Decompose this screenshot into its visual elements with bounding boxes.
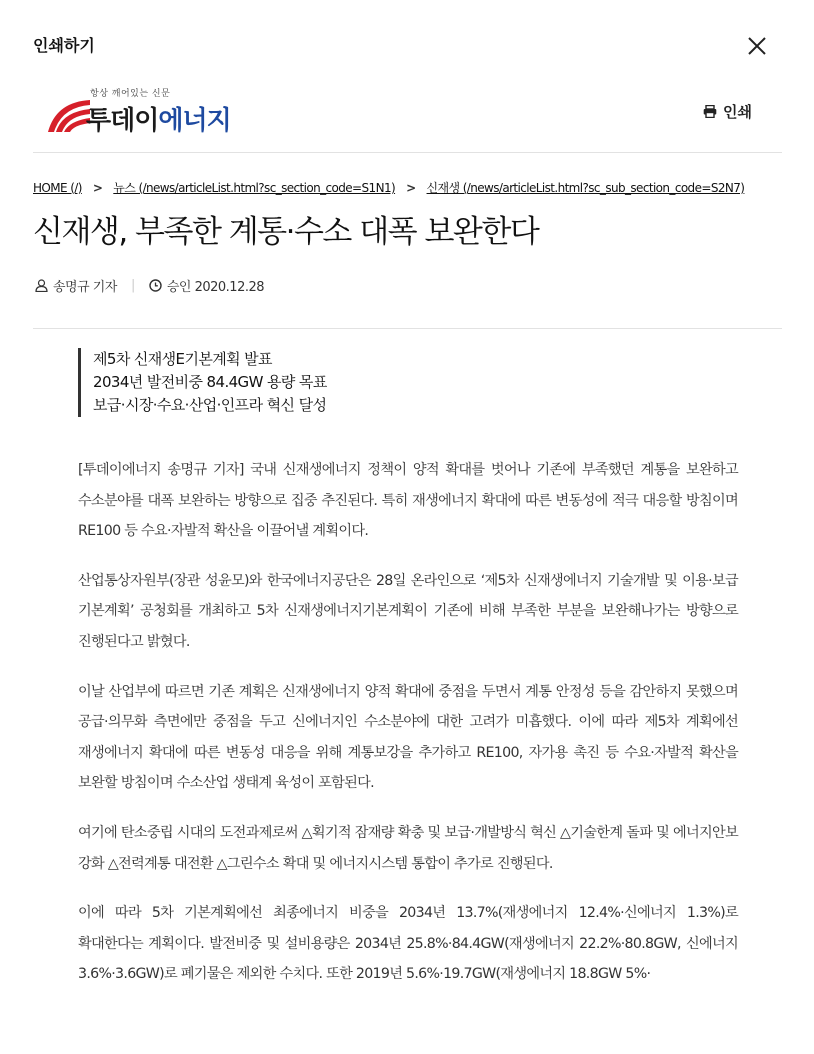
close-button[interactable]	[744, 33, 770, 59]
logo-brand-part1: 투데이	[86, 106, 159, 136]
meta-separator: |	[130, 278, 135, 293]
close-icon[interactable]	[744, 33, 770, 59]
article-subtitle: 제5차 신재생E기본계획 발표	[93, 350, 272, 368]
breadcrumb-home-link[interactable]: HOME (/)	[33, 180, 82, 195]
clock-icon	[149, 279, 162, 292]
article-meta	[35, 276, 264, 295]
article-paragraph: 여기에 탄소중립 시대의 도전과제로써 △획기적 잠재량 확충 및 보급·개발방식 혁신 △기술한계 돌파 및 에너지안보 강화 △전력계통 대전환 △그린수소 확대 및 에너지시스템 통합이 추가로 진행된다.	[78, 824, 738, 872]
print-page-title: 인쇄하기	[33, 36, 95, 55]
article-paragraph: [투데이에너지 송명규 기자] 국내 신재생에너지 정책이 양적 확대를 벗어나 기존에 부족했던 계통을 보완하고 수소분야를 대폭 보완하는 방향으로 집중 추진된다. 특히 재생에너지 확대에 따른 변동성에 적극 대응할 방침이며 RE100 등 수요·자발적 확산을 이끌어낼 계획이다.	[78, 462, 738, 540]
print-button-label[interactable]: 인쇄	[723, 103, 752, 121]
article-paragraph: 산업통상자원부(장관 성윤모)와 한국에너지공단은 28일 온라인으로 ‘제5차 신재생에너지 기술개발 및 이용·보급 기본계획’ 공청회를 개최하고 5차 신재생에너지기본계획이 기존에 비해 부족한 부분을 보완해나가는 방향으로 진행된다고 밝혔다.	[78, 572, 738, 650]
header-divider	[33, 152, 782, 153]
breadcrumb-renewable-link[interactable]: 신재생 (/news/articleList.html?sc_sub_section_code=S2N7)	[426, 181, 745, 195]
article-body	[78, 455, 738, 1009]
chevron-right-icon: >	[92, 180, 103, 195]
logo-tagline: 항상 깨어있는 신문	[90, 89, 171, 99]
article-subtitle: 보급·시장·수요·산업·인프라 혁신 달성	[93, 396, 327, 414]
article-paragraph: 이날 산업부에 따르면 기존 계획은 신재생에너지 양적 확대에 중점을 두면서 계통 안정성 등을 감안하지 못했으며 공급·의무화 측면에만 중점을 두고 신에너지인 수소분야에 대한 고려가 미흡했다. 이에 따라 제5차 계획에선 재생에너지 확대에 따른 변동성 대응을 위해 계통보강을 추가하고 RE100, 자가용 촉진 등 수요·자발적 확산을 보완할 방침이며 수소산업 생태계 육성이 포함된다.	[78, 683, 738, 792]
meta-divider	[33, 328, 782, 329]
article-subtitles	[78, 348, 327, 417]
chevron-right-icon: >	[406, 180, 416, 195]
logo-brand-part2: 에너지	[158, 106, 231, 136]
article-headline: 신재생, 부족한 계통·수소 대폭 보완한다	[33, 214, 539, 250]
article-approved-date: 승인 2020.12.28	[166, 280, 265, 295]
breadcrumb	[33, 179, 744, 196]
print-button[interactable]	[703, 101, 752, 122]
logo-brand-text	[86, 100, 231, 137]
article-paragraph: 이에 따라 5차 기본계획에선 최종에너지 비중을 2034년 13.7%(재생에너지 12.4%·신에너지 1.3%)로 확대한다는 계획이다. 발전비중 및 설비용량은 2034년 25.8%·84.4GW(재생에너지 22.2%·80.8GW, 신에너지 3.6%·3.6GW)로 폐기물은 제외한 수치다. 또한 2019년 5.6%·19.7GW(재생에너지 18.8GW 5%·	[78, 905, 738, 983]
user-icon	[35, 279, 48, 292]
printer-icon	[703, 105, 717, 118]
article-author: 송명규 기자	[53, 280, 117, 295]
breadcrumb-news-link[interactable]: 뉴스 (/news/articleList.html?sc_section_code=S1N1)	[113, 181, 396, 195]
article-subtitle: 2034년 발전비중 84.4GW 용량 목표	[93, 373, 327, 391]
site-logo[interactable]	[46, 86, 266, 136]
